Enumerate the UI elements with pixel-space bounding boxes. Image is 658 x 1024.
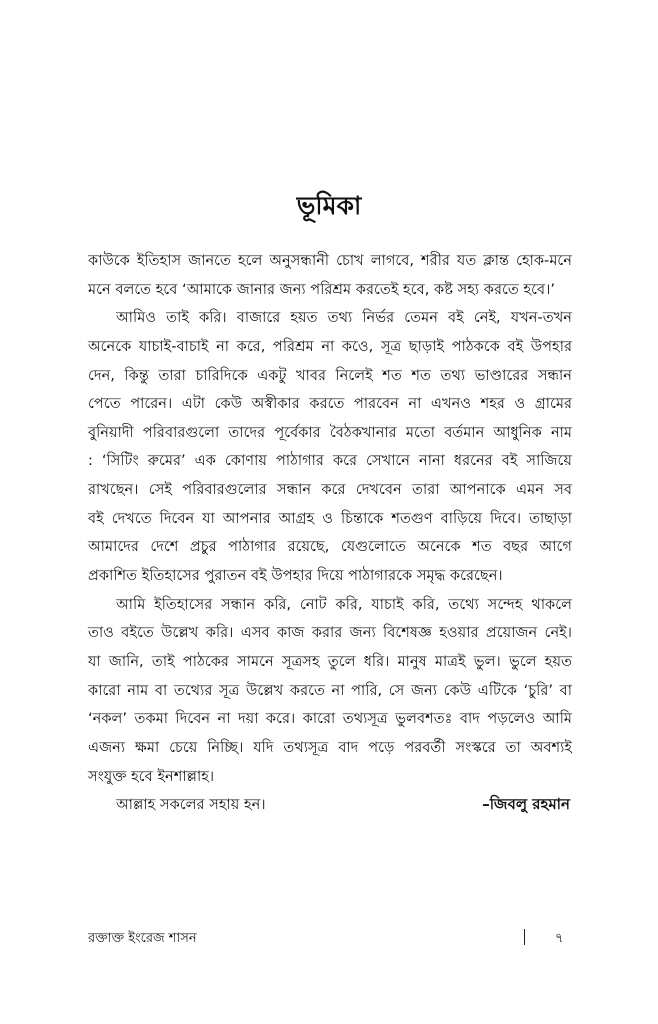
page-title: ভূমিকা (296, 191, 362, 220)
text-line: সংযুক্ত হবে ইনশাল্লাহ। (88, 767, 215, 785)
text-line: কারো নাম বা তথ্যের সূত্র উল্লেখ করতে না পারি, সে জন্য কেউ এটিকে ‘চুরি’ বা (88, 681, 572, 699)
text-line: আমাদের দেশে প্রচুর পাঠাগার রয়েছে, যেগুলোতে অনেকে শত বছর আগে (88, 538, 572, 556)
body-text (88, 247, 572, 820)
text-line: ‘নকল’ তকমা দিবেন না দয়া করে। কারো তথ্যসূত্র ভুলবশতঃ বাদ পড়লেও আমি (88, 710, 572, 728)
text-line: বুনিয়াদী পরিবারগুলো তাদের পূর্বেকার বৈঠকখানার মতো বর্তমান আধুনিক নাম (88, 423, 572, 441)
page-number: ৭ (555, 931, 564, 946)
text-line: আমিও তাই করি। বাজারে হয়ত তথ্য নির্ভর তেমন বই নেই, যখন-তখন (116, 309, 572, 327)
text-line: রাখছেন। সেই পরিবারগুলোর সন্ধান করে দেখবেন তারা আপনাকে এমন সব (88, 481, 572, 499)
text-line: আমি ইতিহাসের সন্ধান করি, নোট করি, যাচাই করি, তথ্যে সন্দেহ থাকলে (116, 595, 572, 613)
text-line: বই দেখতে দিবেন যা আপনার আগ্রহ ও চিন্তাকে শতগুণ বাড়িয়ে দিবে। তাছাড়া (88, 509, 572, 527)
text-line: এজন্য ক্ষমা চেয়ে নিচ্ছি। যদি তথ্যসূত্র বাদ পড়ে পরবর্তী সংস্করে তা অবশ্যই (88, 738, 572, 756)
author-signature: –জিবলু রহমান (482, 795, 570, 813)
text-line: : ‘সিটিং রুমের’ এক কোণায় পাঠাগার করে সেখানে নানা ধরনের বই সাজিয়ে (88, 452, 572, 470)
text-line: মনে বলতে হবে ‘আমাকে জানার জন্য পরিশ্রম করতেই হবে, কষ্ট সহ্য করতে হবে।’ (88, 280, 555, 298)
running-footer-title: রক্তাক্ত ইংরেজ শাসন (88, 931, 197, 946)
text-line: যা জানি, তাই পাঠকের সামনে সূত্রসহ তুলে ধরি। মানুষ মাত্রই ভুল। ভুলে হয়ত (88, 652, 572, 670)
footer-divider (524, 929, 525, 945)
text-line: দেন, কিন্তু তারা চারিদিকে একটু খাবর নিলেই শত শত তথ্য ভাণ্ডারের সন্ধান (88, 366, 572, 384)
text-line: প্রকাশিত ইতিহাসের পুরাতন বই উপহার দিয়ে পাঠাগারকে সমৃদ্ধ করেছেন। (88, 567, 503, 585)
text-line: পেতে পারেন। এটা কেউ অস্বীকার করতে পারবেন না এখনও শহর ও গ্রামের (88, 395, 572, 413)
text-line: অনেকে যাচাই-বাচাই না করে, পরিশ্রম না কওে, সূত্র ছাড়াই পাঠককে বই উপহার (88, 337, 572, 355)
text-line: তাও বইতে উল্লেখ করি। এসব কাজ করার জন্য বিশেষজ্ঞ হওয়ার প্রয়োজন নেই। (88, 624, 572, 642)
text-line: আল্লাহ সকলের সহায় হন। (116, 796, 266, 814)
text-line: কাউকে ইতিহাস জানতে হলে অনুসন্ধানী চোখ লাগবে, শরীর যত ক্লান্ত হোক-মনে (88, 252, 572, 269)
